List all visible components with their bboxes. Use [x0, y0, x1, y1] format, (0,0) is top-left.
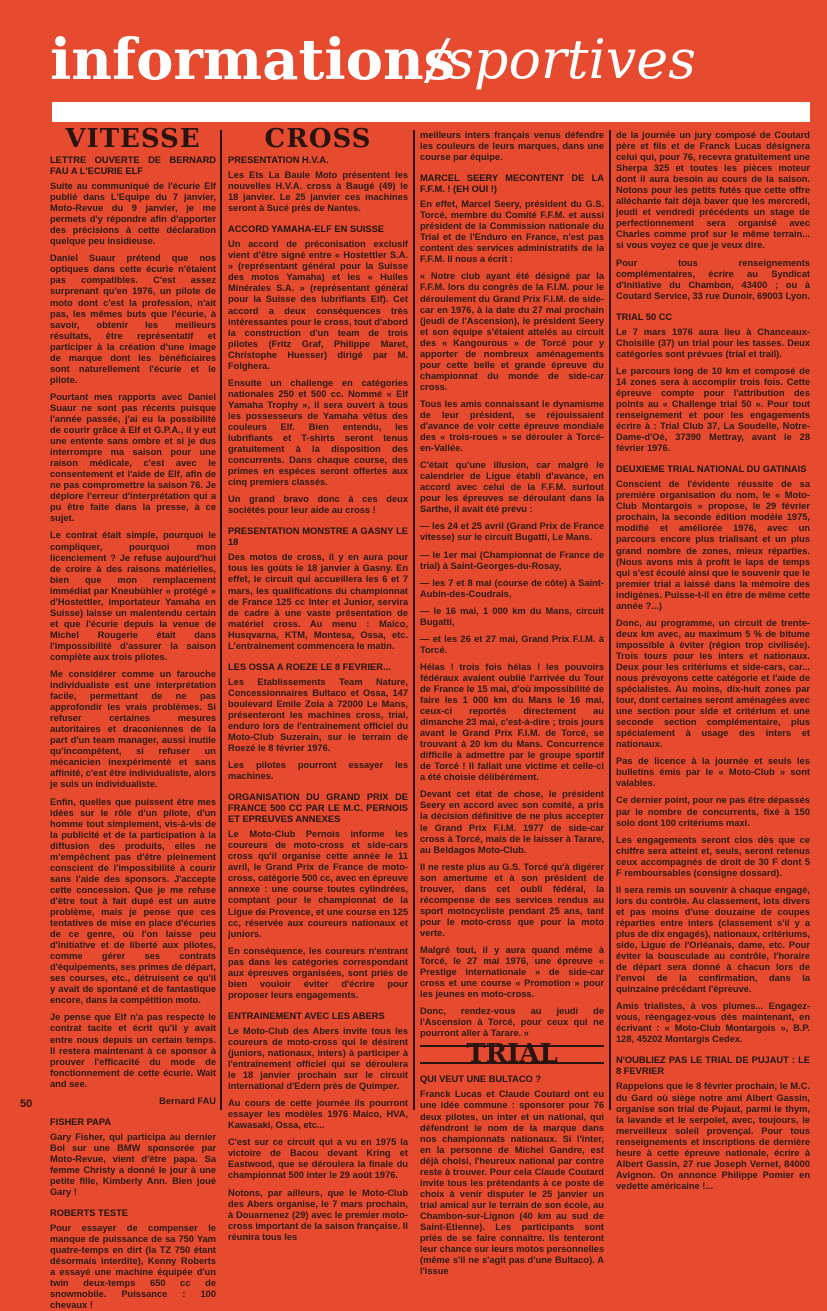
- section-heading-trial: TRIAL: [420, 1045, 604, 1064]
- article-paragraph: Le 7 mars 1976 aura lieu à Chanceaux-Choisille (37) un trial pour les tasses. Deux catégories sont prévues (trial et trail).: [616, 326, 810, 359]
- page-header: [0, 0, 827, 100]
- column-divider: [220, 130, 222, 1110]
- article-paragraph: Devant cet état de chose, le président Seery en accord avec son comité, a pris la décision définitive de ne plus accepter le Grand Prix F.I.M. 1977 de side-car cross à Torcé, mais de le laisser à Tarare, au Beldagos Moto-Club.: [420, 789, 604, 855]
- article-paragraph: Tous les amis connaissant le dynamisme de leur président, se réjouissaient d'avance de voir cette épreuve mondiale des « trois-roues » se dérouler à Torcé-en-Vallée.: [420, 398, 604, 454]
- article-paragraph: Daniel Suaur prétend que nos optiques dans cette écurie n'étaient pas compatibles. C'est assez surprenant qu'en 1976, un pilote de moto dont c'est la profession, n'ait pas, les mêmes buts que l'écurie, à savoir, obtenir les meilleurs résultats, être représentatif et participer à la création d'une image de marque dont les bénéficiaires sont naturellement l'écurie et le pilote.: [50, 253, 216, 385]
- article-paragraph: Les Etablissements Team Nature, Concessionnaires Bultaco et Ossa, 147 boulevard Emile Zola à 72000 Le Mans, présenteront les machines cross, trial, enduro lors de l'entraînement officiel du Moto-Club Suzerain, sur le terrain de Roezé le 8 février 1976.: [228, 676, 408, 754]
- article-paragraph: Le Moto-Club des Abers invite tous les coureurs de moto-cross qui le désirent (juniors, nationaux, inters) à participer à l'entraînement officiel qui se déroulera le 18 janvier prochain sur le circuit international d'Edern près de Quimper.: [228, 1025, 408, 1092]
- article-paragraph: — et les 26 et 27 mai, Grand Prix F.I.M. à Torcé.: [420, 633, 604, 655]
- article-paragraph: C'était qu'une illusion, car malgré le calendrier de Ligue établi d'avance, en accord avec celui de la F.F.M. surtout pour les épreuves se déroulant dans la Sarthe, il avait été prévu :: [420, 460, 604, 515]
- article-paragraph: — le 16 mai, 1 000 km du Mans, circuit Bugatti,: [420, 605, 604, 627]
- article-paragraph: Enfin, quelles que puissent être mes idées sur le rôle d'un pilote, d'un homme tout simplement, vis-à-vis de la publicité et de la participation à la diffusion des produits, elles ne m'empêchent pas d'être pleinement conscient de l'impossibilité à courir sans l'aide des sponsors. J'accepte cette concession. Que je me refuse d'être tout à fait dupé est un autre problème, mais je pense que ces tentatives de mise en place d'écuries de ce genre, où l'on laisse peu d'initiative et de liberté aux pilotes, comme gérer ses contrats d'équipements, ses primes de départ, ses courses, etc., détruisent ce qu'il y avait de spontané et de fantastique encore, dans la compétition moto.: [50, 796, 216, 1006]
- section-heading-cross: CROSS: [264, 124, 372, 154]
- article-paragraph: Donc, au programme, un circuit de trente-deux km avec, au maximum 5 % de bitume impossible à éviter (région trop civilisée). Trois tours pour les inters et nationaux. Deux pour les critériums et side-cars, car... nous prévoyons cette catégorie et l'aide de spécialistes. Au moins, dix-huit zones par tour, dont certaines seront aménagées avec une section pour side et critérium et une seconde section complémentaire, plus spécialement à usage des inters et nationaux.: [616, 617, 810, 750]
- article-paragraph: « Notre club ayant été désigné par la F.F.M. lors du congrès de la F.I.M. pour le déroulement du Grand Prix F.I.M. de side-car en 1976, à la date du 27 mai prochain (jeudi de l'Ascension), le président Seery et son équipe s'étaient attelés au circuit des « Kangourous » de Torcé pour y apporter de nombreux aménagements pour cette belle et grande épreuve du championnat du monde de side-car cross.: [420, 271, 604, 392]
- article-paragraph: Rappelons que le 8 février prochain, le M.C. du Gard où siège notre ami Albert Gassin, organise son trial de Pujaut, parmi le thym, la lavande et le serpolet, avec, toujours, le merveilleux soleil provençal. Pour tous renseignements et inscriptions de dernière heure à cette épreuve nationale, écrire à Albert Gassin, 27 rue Joseph Vernet, 84000 Avignon. On annonce Philippe Pomier en vedette américaine !...: [616, 1081, 810, 1191]
- article-headline: PRESENTATION H.V.A.: [228, 155, 329, 166]
- article-paragraph: Amis trialistes, à vos plumes... Engagez-vous, réengagez-vous dès maintenant, en écrivant : « Moto-Club Montargois », B.P. 128, 45202 Montargis Cedex.: [616, 1001, 810, 1045]
- article-paragraph: Pas de licence à la journée et seuls les bulletins émis par le « Moto-Club » sont valables.: [616, 756, 810, 789]
- article-headline: ROBERTS TESTE: [50, 1208, 128, 1219]
- column-cross: [228, 124, 408, 1242]
- column-divider: [609, 130, 611, 1110]
- article-paragraph: Me considérer comme un farouche individualiste est une interprétation facile, permettant de ne pas approfondir les vrais problèmes. Si refuser certaines mesures autoritaires et draconiennes de la part d'un team manager, aussi inutile qu'incompétent, si refuser un mécanicien inexpérimenté et sans affinité, c'est être individualiste, alors je suis un individualiste.: [50, 669, 216, 790]
- article-paragraph: Ensuite un challenge en catégories nationales 250 et 500 cc. Nommé « Elf Yamaha Trophy », il sera ouvert à tous les possesseurs de Yamaha vêtus des couleurs Elf. Bien entendu, les lubrifiants et T-shirts seront tenus gratuitement à la disposition des concurrents. Dans chaque course, des primes en espèces seront offertes aux cinq premiers classés.: [228, 377, 408, 488]
- article-paragraph: — les 24 et 25 avril (Grand Prix de France vitesse) sur le circuit Bugatti, Le Mans.: [420, 521, 604, 543]
- article-paragraph: Le contrat était simple, pourquoi le compliquer, pourquoi mon licenciement ? Je refuse aujourd'hui de croire à des raisons matérielles, bien que mon remplacement immédiat par Kneubühler « protégé » d'Hostettler, importateur Yamaha en Suisse) laisse un malentendu certain et que l'écurie depuis la venue de Michel Rougerie était dans l'impossibilité d'assurer la saison complète aux trois pilotes.: [50, 530, 216, 662]
- masthead-title: informations: [50, 27, 456, 93]
- article-paragraph: Un accord de préconisation exclusif vient d'être signé entre « Hostettler S.A. » (représentant général pour la Suisse des motos Yamaha) et les « Huiles Minérales S.A. » (représentant général pour la Suisse des lubrifiants Elf). Cet accord a deux conséquences très intéressantes pour le cross, tout d'abord la construction d'un team de trois pilotes (Fritz Graf, Philippe Maret, Christophe Huesser) dirigé par M. Folghera.: [228, 239, 408, 371]
- header-rule: [52, 102, 810, 122]
- article-headline: ORGANISATION DU GRAND PRIX DE FRANCE 500 CC PAR LE M.C. PERNOIS ET EPREUVES ANNEXES: [228, 792, 408, 825]
- article-signature: Bernard FAU: [159, 1095, 216, 1106]
- column-four: [616, 130, 810, 1191]
- article-paragraph: Les pilotes pourront essayer les machines.: [228, 760, 408, 782]
- article-paragraph: Franck Lucas et Claude Coutard ont eu une idée commune : sponsorer pour 76 deux pilotes, un inter et un national, qui défendront le nom de la marque dans nos championnats nationaux. Si l'inter, en la personne de Michel Gandre, est déjà choisi, l'heureux national par contre reste à trouver. Pour cela Claude Coutard invite tous les prétendants à ce poste de choix à venir disputer le 25 janvier un trial amical sur le terrain de son école, au Chambon-sur-Lignon (40 km au sud de Saint-Etienne). Les participants sont priés de se faire connaître. Ils tenteront leur chance sur leurs motos personnelles (même s'il ne s'agit pas d'une Bultaco). A l'issue: [420, 1089, 604, 1277]
- article-paragraph: Pourtant mes rapports avec Daniel Suaur ne sont pas récents puisque l'année passée, j'ai eu la possibilité de courir grâce à Elf et G.P.A., il y eut une entente sans ombre et si je dus interrompre ma saison pour une raison médicale, c'est avec le consentement et l'aide de Elf, afin de ne pas compromettre la saison 76. Je déplore l'erreur d'interprétation qui a pu être faite dans la presse, à ce sujet.: [50, 391, 216, 524]
- article-paragraph: Ce dernier point, pour ne pas être dépassés par le nombre de concurrents, fixé à 150 solo dont 100 critériums maxi.: [616, 795, 810, 828]
- page-number: 50: [20, 1098, 33, 1110]
- article-headline: DEUXIEME TRIAL NATIONAL DU GATINAIS: [616, 464, 807, 475]
- article-paragraph: Un grand bravo donc à ces deux sociétés pour leur aide au cross !: [228, 494, 408, 516]
- article-paragraph: Le Moto-Club Pernois informe les coureurs de moto-cross et side-cars cross qu'il organise cette année le 11 avril, le Grand Prix de France de moto-cross, catégorie 500 cc, avec en épreuve annexe : une course toutes cylindrées, comptant pour le championnat de la Ligue de Provence, et une course en 125 cc, réservée aux coureurs nationaux et juniors.: [228, 829, 408, 939]
- article-paragraph: Notons, par ailleurs, que le Moto-Club des Abers organise, le 7 mars prochain, à Douarnenez (29) avec le premier moto-cross important de la saison française. Il réunira tous les: [228, 1187, 408, 1242]
- article-paragraph: En effet, Marcel Seery, président du G.S. Torcé, membre du Comité F.F.M. et aussi président de la Commission nationale du Trial et de l'Enduro en France, n'est pas content des services administratifs de la F.F.M. Il nous a écrit :: [420, 199, 604, 265]
- article-paragraph: C'est sur ce circuit qui a vu en 1975 la victoire de Bacou devant Kring et Eastwood, que se déroulera la finale du championnat 500 inter le 29 août 1976.: [228, 1137, 408, 1181]
- column-three: [420, 130, 604, 1277]
- article-headline: N'OUBLIEZ PAS LE TRIAL DE PUJAUT : LE 8 FEVRIER: [616, 1055, 810, 1077]
- article-headline: ENTRAINEMENT AVEC LES ABERS: [228, 1010, 385, 1021]
- article-paragraph: Hélas ! trois fois hélas ! les pouvoirs fédéraux avaient oublié l'arrivée du Tour de France le 15 mai, d'où impossibilité de faire les 1 000 km du Mans le 16 mai, ceux-ci reportés directement au dimanche 23 mai, c'est-à-dire ; trois jours avant le Grand Prix F.I.M. de Torcé, se trouvant à 20 km du Mans. Concurrence difficile à admettre par le groupe sportif de Torcé ! Il fallait une victime et celle-ci a été choisie délibérément.: [420, 661, 604, 783]
- article-paragraph: Conscient de l'évidente réussite de sa première organisation du nom, le « Moto-Club Montargois » propose, le 29 février prochain, la seconde édition modèle 1975, modifié et améliorée 1976, avec un parcours encore plus trialisant et un plus grand nombre de zones, mieux réparties. (Nous avons mis à profit le laps de temps qui s'est écoulé ainsi que le souvenir que le premier trial a laissé dans la mémoire des indigènes. Puisse-t-il en être de même cette année ?...): [616, 479, 810, 611]
- article-paragraph: Gary Fisher, qui participa au dernier Bol sur une BMW sponsorée par Moto-Revue, vient d'être papa. Sa femme Christy a donné le jour à une petite fille, Kimberly Ann. Bien joué Gary !: [50, 1131, 216, 1198]
- article-paragraph: Suite au communiqué de l'écurie Elf publié dans L'Equipe du 7 janvier, Moto-Revue du 9 janvier, je me permets d'y répondre afin d'apporter des précisions à cette déclaration quelque peu insidieuse.: [50, 181, 216, 247]
- column-vitesse: [50, 124, 216, 1311]
- article-paragraph: Il ne reste plus au G.S. Torcé qu'à digérer son amertume et à son président de trouver, dans cet oubli fédéral, la récompense de ses services rendus au sport motocycliste pendant 25 ans, tant pour le moto-cross que pour la moto verte.: [420, 861, 604, 938]
- article-headline: FISHER PAPA: [50, 1116, 112, 1127]
- article-headline: TRIAL 50 CC: [616, 311, 673, 322]
- section-heading-vitesse: VITESSE: [65, 124, 201, 154]
- article-paragraph: Donc, rendez-vous au jeudi de l'Ascension à Torcé, pour ceux qui ne pourront aller à Tarare. »: [420, 1006, 604, 1039]
- article-paragraph: — le 1er mai (Championnat de France de trial) à Saint-Georges-du-Rosay,: [420, 549, 604, 571]
- column-divider: [413, 130, 415, 1110]
- masthead-subtitle: /sportives: [428, 28, 696, 91]
- article-headline: PRESENTATION MONSTRE A GASNY LE 18: [228, 526, 408, 548]
- article-paragraph: En conséquence, les coureurs n'entrant pas dans les catégories correspondant aux épreuves organisées, sont priés de bien vouloir éviter d'écrire pour proposer leurs engagements.: [228, 945, 408, 1000]
- article-paragraph: Les engagements seront clos dès que ce chiffre sera atteint et, seuls, seront retenus ceux accompagnés de droit de 30 F dont 5 F remboursables (consigne dossard).: [616, 834, 810, 878]
- article-headline: MARCEL SEERY MECONTENT DE LA F.F.M. ! (EH OUI !): [420, 173, 604, 195]
- article-paragraph: Malgré tout, il y aura quand même à Torcé, le 27 mai 1976, une épreuve « Prestige internationale » de side-car cross et une course « Promotion » pour les jeunes en moto-cross.: [420, 945, 604, 1000]
- article-paragraph: Pour essayer de compenser le manque de puissance de sa 750 Yam quatre-temps en dirt (la TZ 750 étant désormais interdite), Kenny Roberts a essayé une machine équipée d'un twin deux-temps 650 cc de snowmobile. Puissance : 100 chevaux !: [50, 1223, 216, 1311]
- article-paragraph: Le parcours long de 10 km et composé de 14 zones sera à accomplir trois fois. Cette épreuve compte pour l'attribution des points au « Challenge trial 50 ». Pour tout renseignement et pour les engagements écrire à : Trial Club 37, La Soudelle, Notre-Dame-d'Oé, 37390 Mettray, avant le 28 février 1976.: [616, 365, 810, 454]
- article-headline: ACCORD YAMAHA-ELF EN SUISSE: [228, 224, 384, 235]
- article-paragraph: Je pense que Elf n'a pas respecté le contrat tacite et écrit qu'il y avait entre nous depuis un certain temps. Il restera maintenant à ce sponsor à prouver l'efficacité du mode de fonctionnement de cette écurie. Wait and see.: [50, 1012, 216, 1089]
- article-headline: QUI VEUT UNE BULTACO ?: [420, 1074, 542, 1085]
- article-paragraph: Pour tous renseignements complémentaires, écrire au Syndicat d'Initiative du Chambon, 43400 ; ou à Coutard Service, 33 rue Dunoir, 69003 Lyon.: [616, 257, 810, 301]
- article-paragraph: de la journée un jury composé de Coutard père et fils et de Franck Lucas désignera celui qui, pour 76, recevra gratuitement une Sherpa 325 et toutes les pièces moteur dont il aura besoin au cours de la saison. Notons pour les petits futés que cette offre alléchante fait déjà baver que les mercredi, jeudi et vendredi précédents un stage de perfectionnement sera organisé avec Charles comme prof sur le même terrain... si vous voyez ce que je veux dire.: [616, 130, 810, 251]
- article-paragraph: — les 7 et 8 mai (course de côte) à Saint-Aubin-des-Coudrais,: [420, 577, 604, 599]
- article-paragraph: Des motos de cross, il y en aura pour tous les goûts le 18 janvier à Gasny. En effet, le circuit qui accueillera les 6 et 7 mars, les qualifications du championnat de France 125 cc Inter et Junior, servira de cadre à une vaste présentation de matériel cross. Au menu : Maico, Husqvarna, KTM, Montesa, Ossa, etc. L'entraînement commencera le matin.: [228, 552, 408, 651]
- article-headline: LETTRE OUVERTE DE BERNARD FAU A L'ECURIE ELF: [50, 155, 216, 177]
- article-paragraph: Il sera remis un souvenir à chaque engagé, lors du contrôle. Au classement, lots divers et pas moins d'une douzaine de coupes réparties entre inters (classement s'il y a plus de dix engagés), nationaux, critériums, side, Ligue de l'Orléanais, dame, etc. Pour éviter la bousculade au contrôle, l'horaire de départ sera donné à chacun lors de l'envoi de la confirmation, dans la quinzaine précédant l'épreuve.: [616, 884, 810, 995]
- article-paragraph: Les Ets La Baule Moto présentent les nouvelles H.V.A. cross à Baugé (49) le 18 janvier. Le 25 janvier ces machines seront à Sucé près de Nantes.: [228, 170, 408, 214]
- article-paragraph: Au cours de cette journée ils pourront essayer les modèles 1976 Maico, HVA, Kawasaki, Ossa, etc...: [228, 1098, 408, 1131]
- article-headline: LES OSSA A ROEZE LE 8 FEVRIER...: [228, 661, 391, 672]
- article-paragraph: meilleurs inters français venus défendre les couleurs de leurs marques, dans une course par équipe.: [420, 130, 604, 163]
